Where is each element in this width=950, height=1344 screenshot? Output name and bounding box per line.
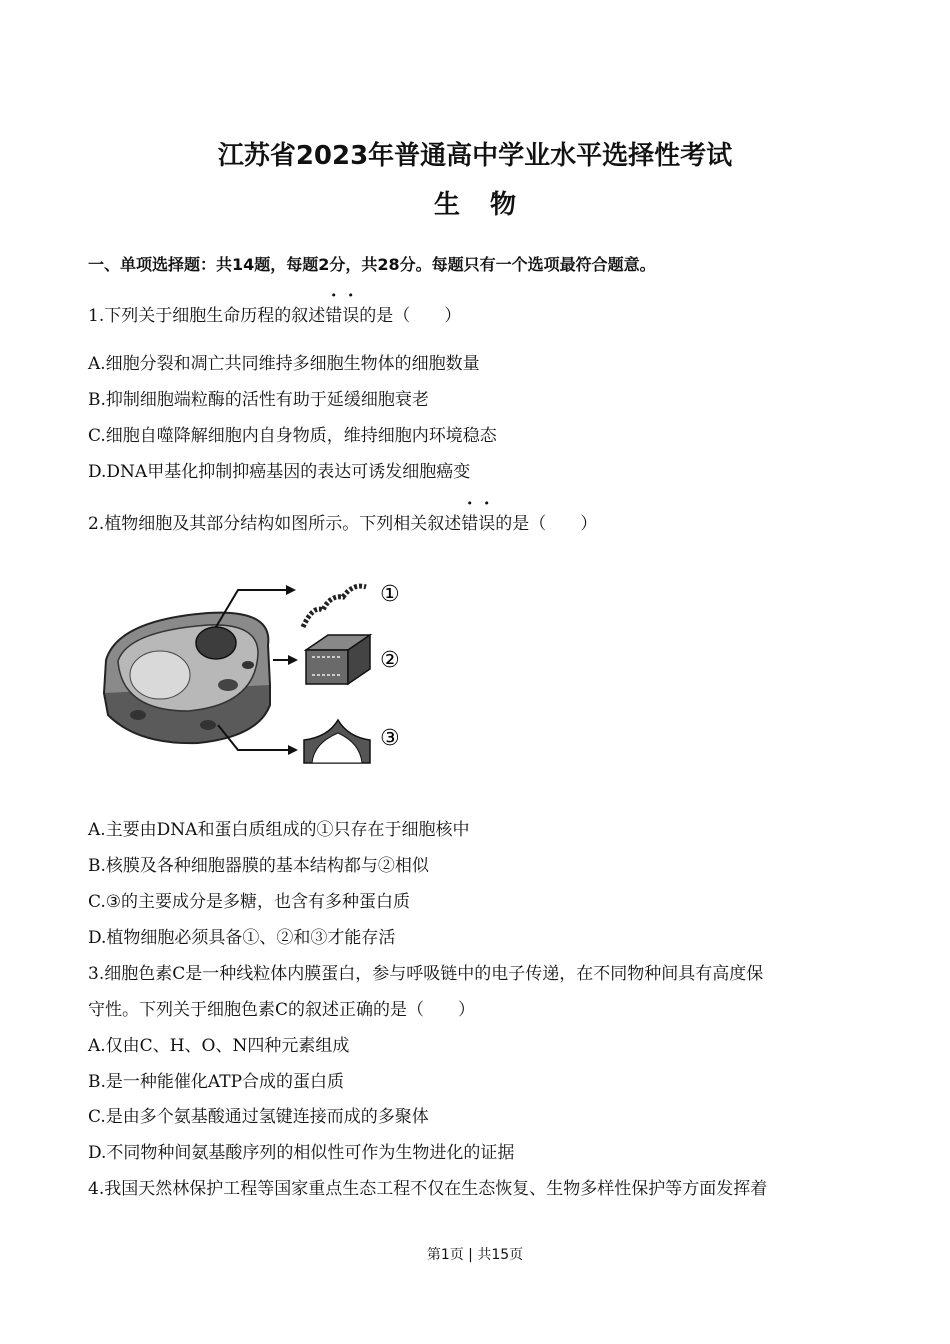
- emphasis-char: 误: [478, 514, 496, 534]
- cell-wall-structure: [304, 720, 370, 763]
- q2-option-a: A.主要由DNA和蛋白质组成的①只存在于细胞核中: [88, 820, 470, 840]
- q3-stem-line1: 3.细胞色素C是一种线粒体内膜蛋白，参与呼吸链中的电子传递，在不同物种间具有高度保: [88, 964, 764, 984]
- subject-title: 生物: [433, 190, 546, 220]
- q2-option-d: D.植物细胞必须具备①、②和③才能存活: [88, 928, 396, 948]
- q1-stem: 1.下列关于细胞生命历程的叙述错误的是（ ）: [88, 301, 461, 326]
- q3-option-b: B.是一种能催化ATP合成的蛋白质: [88, 1072, 345, 1092]
- emphasis-char: 错: [325, 306, 343, 326]
- q2-stem: 2.植物细胞及其部分结构如图所示。下列相关叙述错误的是（ ）: [88, 509, 597, 534]
- plant-cell-illustration: [104, 613, 270, 744]
- arrowheads: [286, 585, 298, 755]
- figure-label-3: ③: [380, 726, 400, 751]
- q3-stem-line2: 守性。下列关于细胞色素C的叙述正确的是（ ）: [88, 1000, 476, 1020]
- emphasis-char: 错: [461, 514, 479, 534]
- q1-option-d: D.DNA甲基化抑制抑癌基因的表达可诱发细胞癌变: [88, 462, 471, 482]
- q1-option-c: C.细胞自噬降解细胞内自身物质，维持细胞内环境稳态: [88, 426, 497, 446]
- q2-option-b: B.核膜及各种细胞器膜的基本结构都与②相似: [88, 856, 429, 876]
- q2-option-c: C.③的主要成分是多糖，也含有多种蛋白质: [88, 892, 411, 912]
- q1-option-b: B.抑制细胞端粒酶的活性有助于延缓细胞衰老: [88, 390, 429, 410]
- q4-stem-line1: 4.我国天然林保护工程等国家重点生态工程不仅在生态恢复、生物多样性保护等方面发挥着: [88, 1179, 768, 1199]
- figure-label-1: ①: [380, 582, 400, 607]
- emphasis-char: 误: [342, 306, 360, 326]
- section-heading: 一、单项选择题：共14题，每题2分，共28分。每题只有一个选项最符合题意。: [88, 255, 656, 274]
- chromatin-structure: [303, 586, 366, 627]
- membrane-structure: [306, 635, 370, 684]
- page-footer: 第1页 | 共15页: [426, 1247, 524, 1263]
- exam-title: 江苏省2023年普通高中学业水平选择性考试: [217, 141, 733, 171]
- q1-option-a: A.细胞分裂和凋亡共同维持多细胞生物体的细胞数量: [88, 354, 480, 374]
- q3-option-a: A.仅由C、H、O、N四种元素组成: [88, 1036, 350, 1056]
- q3-option-d: D.不同物种间氨基酸序列的相似性可作为生物进化的证据: [88, 1143, 515, 1163]
- figure-label-2: ②: [380, 648, 400, 673]
- plant-cell-figure: [98, 565, 418, 775]
- q3-option-c: C.是由多个氨基酸通过氢键连接而成的多聚体: [88, 1107, 429, 1127]
